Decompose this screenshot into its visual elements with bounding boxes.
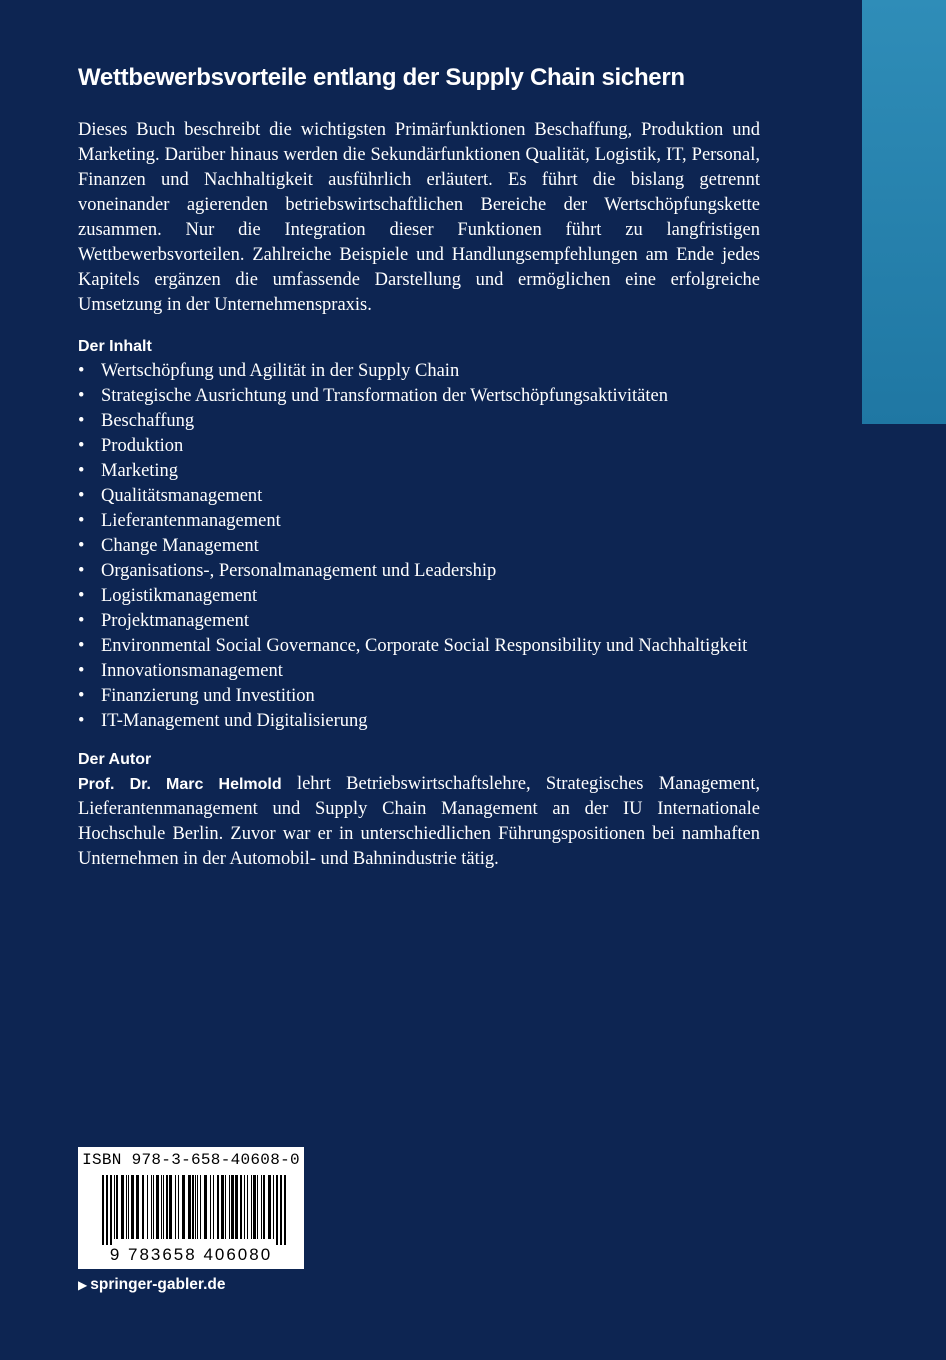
list-item: • Produktion — [78, 434, 760, 459]
list-item: • Lieferantenmanagement — [78, 509, 760, 534]
barcode-bar — [163, 1175, 164, 1239]
barcode-bar — [280, 1175, 282, 1245]
author-paragraph — [78, 772, 760, 872]
barcode-bar — [240, 1175, 242, 1239]
arrow-right-icon: ▶ — [78, 1278, 88, 1292]
barcode-bar — [136, 1175, 139, 1239]
accent-bar — [862, 0, 946, 424]
list-item: • Change Management — [78, 534, 760, 559]
barcode-bar — [195, 1175, 196, 1239]
barcode-bar — [121, 1175, 124, 1239]
barcode-bar — [116, 1175, 118, 1239]
barcode-bar — [175, 1175, 176, 1239]
barcode-bar — [257, 1175, 258, 1239]
barcode-bar — [126, 1175, 127, 1239]
barcode-bar — [188, 1175, 191, 1239]
publisher-url: springer-gabler.de — [90, 1276, 226, 1293]
isbn-barcode — [78, 1147, 304, 1269]
barcode-bar — [217, 1175, 219, 1239]
barcode-bar — [178, 1175, 179, 1239]
barcode-bar — [210, 1175, 211, 1239]
contents-list — [78, 359, 760, 734]
barcode-bar — [161, 1175, 162, 1239]
list-item: • Wertschöpfung und Agilität in der Supply Chain — [78, 359, 760, 384]
barcode-bar — [253, 1175, 256, 1239]
barcode-bar — [131, 1175, 134, 1239]
list-item: • Logistikmanagement — [78, 584, 760, 609]
barcode-bar — [263, 1175, 265, 1239]
barcode-bar — [204, 1175, 207, 1239]
barcode-bar — [153, 1175, 154, 1239]
barcode-bar — [200, 1175, 201, 1239]
publisher-link[interactable] — [78, 1276, 225, 1294]
author-name: Prof. Dr. Marc Helmold — [78, 776, 282, 793]
barcode-bar — [251, 1175, 252, 1239]
barcode-bar — [114, 1175, 115, 1239]
barcode-bar — [273, 1175, 274, 1239]
barcode-bar — [261, 1175, 262, 1239]
list-item: • Marketing — [78, 459, 760, 484]
back-cover-content — [78, 58, 760, 872]
ean-digits: 9 783658 406080 — [109, 1245, 273, 1264]
barcode-bar — [128, 1175, 129, 1239]
barcode-bar — [166, 1175, 168, 1239]
barcode-bar — [151, 1175, 152, 1239]
author-bio: lehrt Betriebswirtschaftslehre, Strategisches Management, Lieferantenmanagement und Supply Chain Management an der IU Internationale Hochschule Berlin. Zuvor war er in unterschiedlichen Führungspositionen bei namhaften Unternehmen in der Automobil- und Bahnindustrie tätig. — [78, 774, 760, 869]
barcode-bar — [231, 1175, 234, 1239]
barcode-bar — [235, 1175, 238, 1239]
barcode-bar — [106, 1175, 108, 1245]
barcode-bar — [268, 1175, 271, 1239]
barcode-bar — [182, 1175, 185, 1239]
barcode-bars — [102, 1175, 286, 1245]
barcode-bar — [197, 1175, 198, 1239]
barcode-bar — [147, 1175, 148, 1239]
barcode-bar — [213, 1175, 214, 1239]
barcode-bar — [156, 1175, 159, 1239]
barcode-bar — [169, 1175, 172, 1239]
isbn-label: ISBN 978-3-658-40608-0 — [82, 1151, 300, 1169]
list-item: • Finanzierung und Investition — [78, 684, 760, 709]
contents-heading: Der Inhalt — [78, 338, 152, 355]
page-title: Wettbewerbsvorteile entlang der Supply Chain sichern — [78, 64, 685, 91]
barcode-bar — [244, 1175, 245, 1239]
barcode-bar — [247, 1175, 248, 1239]
barcode-bar — [192, 1175, 194, 1239]
barcode-bar — [142, 1175, 144, 1239]
list-item: • IT-Management und Digitalisierung — [78, 709, 760, 734]
barcode-bar — [225, 1175, 226, 1239]
barcode-bar — [284, 1175, 286, 1245]
list-item: • Qualitätsmanagement — [78, 484, 760, 509]
list-item: • Innovationsmanagement — [78, 659, 760, 684]
list-item: • Environmental Social Governance, Corporate Social Responsibility und Nachhaltigkeit — [78, 634, 760, 659]
barcode-bar — [110, 1175, 112, 1245]
author-heading: Der Autor — [78, 751, 152, 768]
barcode-bar — [221, 1175, 224, 1239]
barcode-bar — [102, 1175, 104, 1245]
list-item: • Strategische Ausrichtung und Transformation der Wertschöpfungsaktivitäten — [78, 384, 760, 409]
list-item: • Projektmanagement — [78, 609, 760, 634]
barcode-bar — [229, 1175, 230, 1239]
barcode-bar — [276, 1175, 278, 1245]
intro-paragraph: Dieses Buch beschreibt die wichtigsten Primärfunktionen Beschaffung, Produktion und Marketing. Darüber hinaus werden die Sekundärfunktionen Qualität, Logistik, IT, Personal, Finanzen und Nachhaltigkeit ausführlich erläutert. Es führt die bislang getrennt voneinander agierenden betriebswirtschaftlichen Bereiche der Wertschöpfungskette zusammen. Nur die Integration dieser Funktionen führt zu langfristigen Wettbewerbsvorteilen. Zahlreiche Beispiele und Handlungsempfehlungen am Ende jedes Kapitels ergänzen die umfassende Darstellung und ermöglichen eine erfolgreiche Umsetzung in der Unternehmenspraxis. — [78, 120, 760, 315]
list-item: • Beschaffung — [78, 409, 760, 434]
list-item: • Organisations-, Personalmanagement und Leadership — [78, 559, 760, 584]
